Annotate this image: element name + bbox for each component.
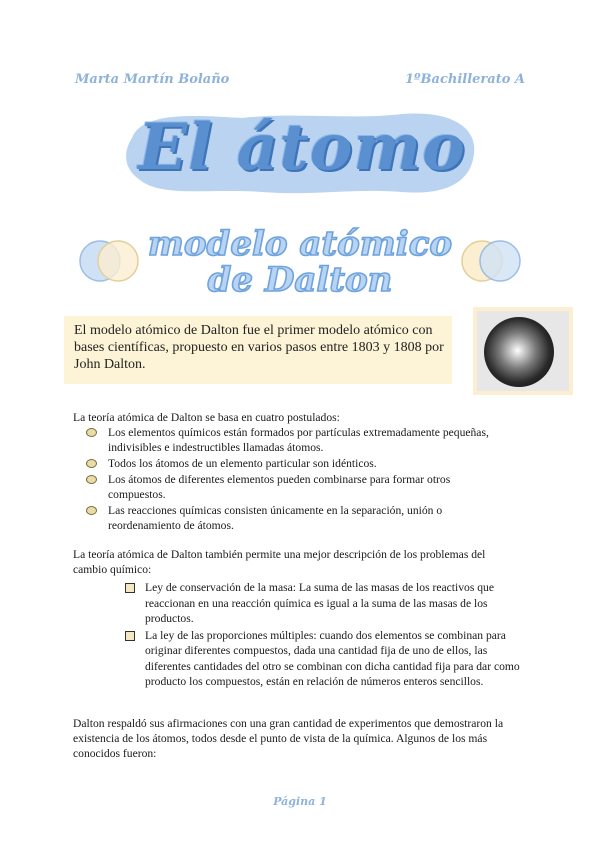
oval-bullet-icon: [86, 428, 97, 437]
venn-decoration-icon: [460, 236, 522, 286]
postulates-list: [86, 425, 506, 534]
list-item: [86, 425, 506, 455]
list-item-text: Ley de conservación de la masa: La suma de las masas de los reactivos que reaccionan en una reacción química es igual a la suma de las masas de los productos.: [145, 581, 494, 625]
venn-decoration-icon: [78, 236, 140, 286]
laws-list: [125, 580, 525, 691]
square-bullet-icon: [125, 631, 135, 641]
subtitle-line-2: de Dalton: [207, 260, 393, 300]
course-label: 1ºBachillerato A: [405, 72, 525, 87]
postulates-intro: La teoría atómica de Dalton se basa en cuatro postulados:: [73, 411, 340, 424]
list-item-text: Todos los átomos de un elemento particular son idénticos.: [108, 457, 377, 470]
square-bullet-icon: [125, 583, 135, 593]
experiments-paragraph: Dalton respaldó sus afirmaciones con una gran cantidad de experimentos que demostraron la existencia de los átomos, todos desde el punto de vista de la química. Algunos de los más conocidos fueron:: [73, 717, 504, 760]
chemical-change-intro: La teoría atómica de Dalton también permite una mejor descripción de los problemas del cambio químico:: [73, 548, 486, 576]
oval-bullet-icon: [86, 475, 97, 484]
list-item-text: Las reacciones químicas consisten únicamente en la separación, unión o reordenamiento de átomos.: [108, 504, 443, 532]
author-name: Marta Martín Bolaño: [75, 72, 230, 87]
page-title: El átomo: [138, 110, 466, 185]
list-item: [125, 580, 525, 627]
list-item: [86, 503, 506, 533]
list-item: [125, 628, 525, 690]
list-item: [86, 472, 506, 502]
subtitle-line-1: modelo atómico: [147, 224, 453, 264]
list-item-text: Los elementos químicos están formados por partículas extremadamente pequeñas, indivisibles e indestructibles llamadas átomos.: [108, 426, 489, 454]
oval-bullet-icon: [86, 506, 97, 515]
list-item: [86, 456, 506, 471]
list-item-text: La ley de las proporciones múltiples: cuando dos elementos se combinan para originar diferentes compuestos, dada una cantidad fija de uno de ellos, las diferentes cantidades del otro se combinan con dicha cantidad fija para dar como producto los compuestos, están en relación de números enteros sencillos.: [145, 628, 520, 688]
atom-sphere-image: [484, 317, 554, 387]
oval-bullet-icon: [86, 459, 97, 468]
intro-text: El modelo atómico de Dalton fue el primer modelo atómico con bases científicas, propuesto en varios pasos entre 1803 y 1808 por John Dalton.: [74, 323, 444, 372]
page-number: Página 1: [273, 795, 327, 808]
list-item-text: Los átomos de diferentes elementos pueden combinarse para formar otros compuestos.: [108, 473, 451, 501]
